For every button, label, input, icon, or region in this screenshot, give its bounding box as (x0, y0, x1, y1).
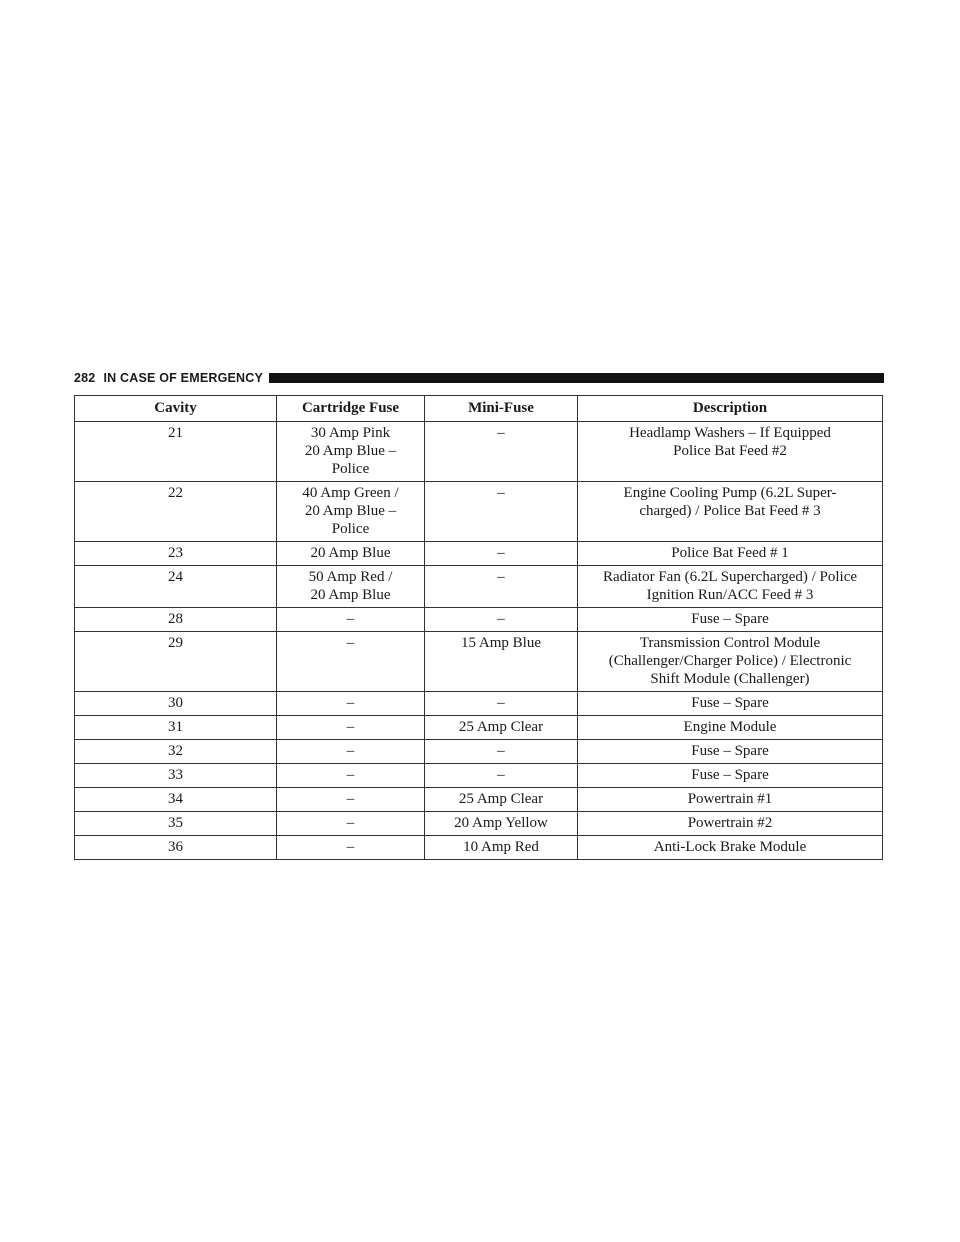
cell-description (578, 740, 883, 764)
cell-cartridge-fuse (277, 692, 425, 716)
cell-description (578, 764, 883, 788)
cell-cartridge-fuse (277, 608, 425, 632)
cell-cavity: 28 (75, 608, 277, 632)
cell-description (578, 812, 883, 836)
table-row (75, 482, 883, 542)
cell-mini-fuse-line: – (497, 767, 505, 783)
cell-mini-fuse-line: 15 Amp Blue (460, 635, 541, 651)
cell-description (578, 836, 883, 860)
cell-cavity: 22 (75, 482, 277, 542)
table-row (75, 740, 883, 764)
cell-description (578, 632, 883, 692)
cell-mini-fuse (425, 566, 578, 608)
cell-description (578, 482, 883, 542)
cell-cartridge-fuse (277, 632, 425, 692)
cell-cartridge-fuse-line: – (346, 791, 355, 807)
cell-mini-fuse-line: 10 Amp Red (463, 839, 539, 855)
cell-mini-fuse-line: 25 Amp Clear (458, 791, 544, 807)
cell-mini-fuse-line: 25 Amp Clear (458, 719, 544, 735)
table-row (75, 812, 883, 836)
cell-description (578, 542, 883, 566)
cell-mini-fuse-line: – (497, 569, 505, 585)
cell-cartridge-fuse-line: Police (331, 461, 370, 477)
cell-mini-fuse (425, 632, 578, 692)
cell-cavity: 36 (75, 836, 277, 860)
cell-description-line: Powertrain #1 (687, 791, 773, 807)
cell-cartridge-fuse-line: – (346, 767, 355, 783)
cell-cartridge-fuse (277, 788, 425, 812)
cell-mini-fuse-line: – (497, 695, 505, 711)
column-header-cartridge-fuse: Cartridge Fuse (277, 396, 425, 422)
page-header (74, 370, 884, 386)
cell-cavity: 33 (75, 764, 277, 788)
cell-description (578, 692, 883, 716)
cell-cartridge-fuse (277, 482, 425, 542)
cell-cartridge-fuse (277, 422, 425, 482)
cell-description (578, 422, 883, 482)
cell-cartridge-fuse (277, 716, 425, 740)
column-header-cavity: Cavity (75, 396, 277, 422)
cell-mini-fuse (425, 788, 578, 812)
cell-mini-fuse (425, 740, 578, 764)
cell-cavity: 23 (75, 542, 277, 566)
cell-cartridge-fuse-line: – (346, 839, 355, 855)
cell-description-line: Police Bat Feed #2 (673, 443, 787, 459)
cell-mini-fuse-line: – (497, 545, 505, 561)
cell-mini-fuse (425, 422, 578, 482)
cell-cavity: 24 (75, 566, 277, 608)
cell-cartridge-fuse (277, 566, 425, 608)
fuse-table (74, 395, 883, 860)
cell-description-line: Powertrain #2 (687, 815, 773, 831)
cell-cavity: 32 (75, 740, 277, 764)
cell-description-line: Transmission Control Module (639, 635, 821, 651)
table-row (75, 716, 883, 740)
cell-cartridge-fuse-line: – (346, 635, 355, 651)
cell-cavity: 35 (75, 812, 277, 836)
column-header-description: Description (578, 396, 883, 422)
table-row (75, 422, 883, 482)
cell-mini-fuse-line: – (497, 611, 505, 627)
cell-description-line: Ignition Run/ACC Feed # 3 (646, 587, 814, 603)
table-header-row (75, 396, 883, 422)
cell-cartridge-fuse-line: – (346, 743, 355, 759)
cell-cavity: 30 (75, 692, 277, 716)
cell-description-line: (Challenger/Charger Police) / Electronic (608, 653, 852, 669)
cell-description-line: Police Bat Feed # 1 (671, 545, 789, 561)
cell-cartridge-fuse-line: – (346, 611, 355, 627)
cell-description (578, 716, 883, 740)
cell-mini-fuse (425, 812, 578, 836)
cell-cartridge-fuse-line: Police (331, 521, 370, 537)
cell-description-line: Fuse – Spare (691, 743, 769, 759)
table-row (75, 608, 883, 632)
cell-cartridge-fuse (277, 764, 425, 788)
cell-description-line: Radiator Fan (6.2L Supercharged) / Police (602, 569, 858, 585)
cell-cartridge-fuse (277, 542, 425, 566)
cell-mini-fuse-line: – (497, 743, 505, 759)
column-header-mini-fuse: Mini-Fuse (425, 396, 578, 422)
cell-mini-fuse (425, 716, 578, 740)
table-row (75, 764, 883, 788)
table-row (75, 788, 883, 812)
header-rule (269, 373, 884, 383)
cell-description-line: Engine Cooling Pump (6.2L Super- (623, 485, 837, 501)
table-row (75, 632, 883, 692)
table-body (75, 422, 883, 860)
cell-cavity: 34 (75, 788, 277, 812)
cell-mini-fuse (425, 608, 578, 632)
cell-cartridge-fuse-line: – (346, 695, 355, 711)
cell-cartridge-fuse-line: 30 Amp Pink (310, 425, 391, 441)
cell-mini-fuse-line: – (497, 425, 505, 441)
cell-description (578, 608, 883, 632)
cell-mini-fuse (425, 482, 578, 542)
cell-cavity: 29 (75, 632, 277, 692)
cell-description-line: Shift Module (Challenger) (650, 671, 810, 687)
table-row (75, 566, 883, 608)
cell-mini-fuse-line: 20 Amp Yellow (454, 815, 548, 831)
table-row (75, 542, 883, 566)
cell-description-line: Fuse – Spare (691, 695, 769, 711)
cell-mini-fuse (425, 542, 578, 566)
cell-description-line: Engine Module (683, 719, 777, 735)
cell-mini-fuse-line: – (497, 485, 505, 501)
page-number: 282 (74, 371, 96, 385)
cell-cavity: 31 (75, 716, 277, 740)
cell-mini-fuse (425, 692, 578, 716)
cell-mini-fuse (425, 764, 578, 788)
table-row (75, 692, 883, 716)
cell-cartridge-fuse-line: – (346, 719, 355, 735)
cell-cartridge-fuse-line: 20 Amp Blue – (304, 443, 397, 459)
cell-cartridge-fuse-line: 40 Amp Green / (302, 485, 399, 501)
cell-description-line: Anti-Lock Brake Module (653, 839, 807, 855)
cell-description-line: charged) / Police Bat Feed # 3 (639, 503, 821, 519)
cell-cartridge-fuse-line: 20 Amp Blue – (304, 503, 397, 519)
section-title: IN CASE OF EMERGENCY (103, 371, 264, 385)
table-row (75, 836, 883, 860)
cell-description-line: Headlamp Washers – If Equipped (629, 425, 831, 441)
cell-cartridge-fuse (277, 812, 425, 836)
cell-cavity: 21 (75, 422, 277, 482)
cell-cartridge-fuse-line: 20 Amp Blue (310, 545, 391, 561)
cell-mini-fuse (425, 836, 578, 860)
cell-cartridge-fuse-line: 20 Amp Blue (310, 587, 391, 603)
cell-description (578, 566, 883, 608)
cell-description-line: Fuse – Spare (691, 767, 769, 783)
cell-description (578, 788, 883, 812)
cell-cartridge-fuse-line: – (346, 815, 355, 831)
cell-cartridge-fuse (277, 740, 425, 764)
cell-cartridge-fuse (277, 836, 425, 860)
cell-cartridge-fuse-line: 50 Amp Red / (308, 569, 393, 585)
cell-description-line: Fuse – Spare (691, 611, 769, 627)
